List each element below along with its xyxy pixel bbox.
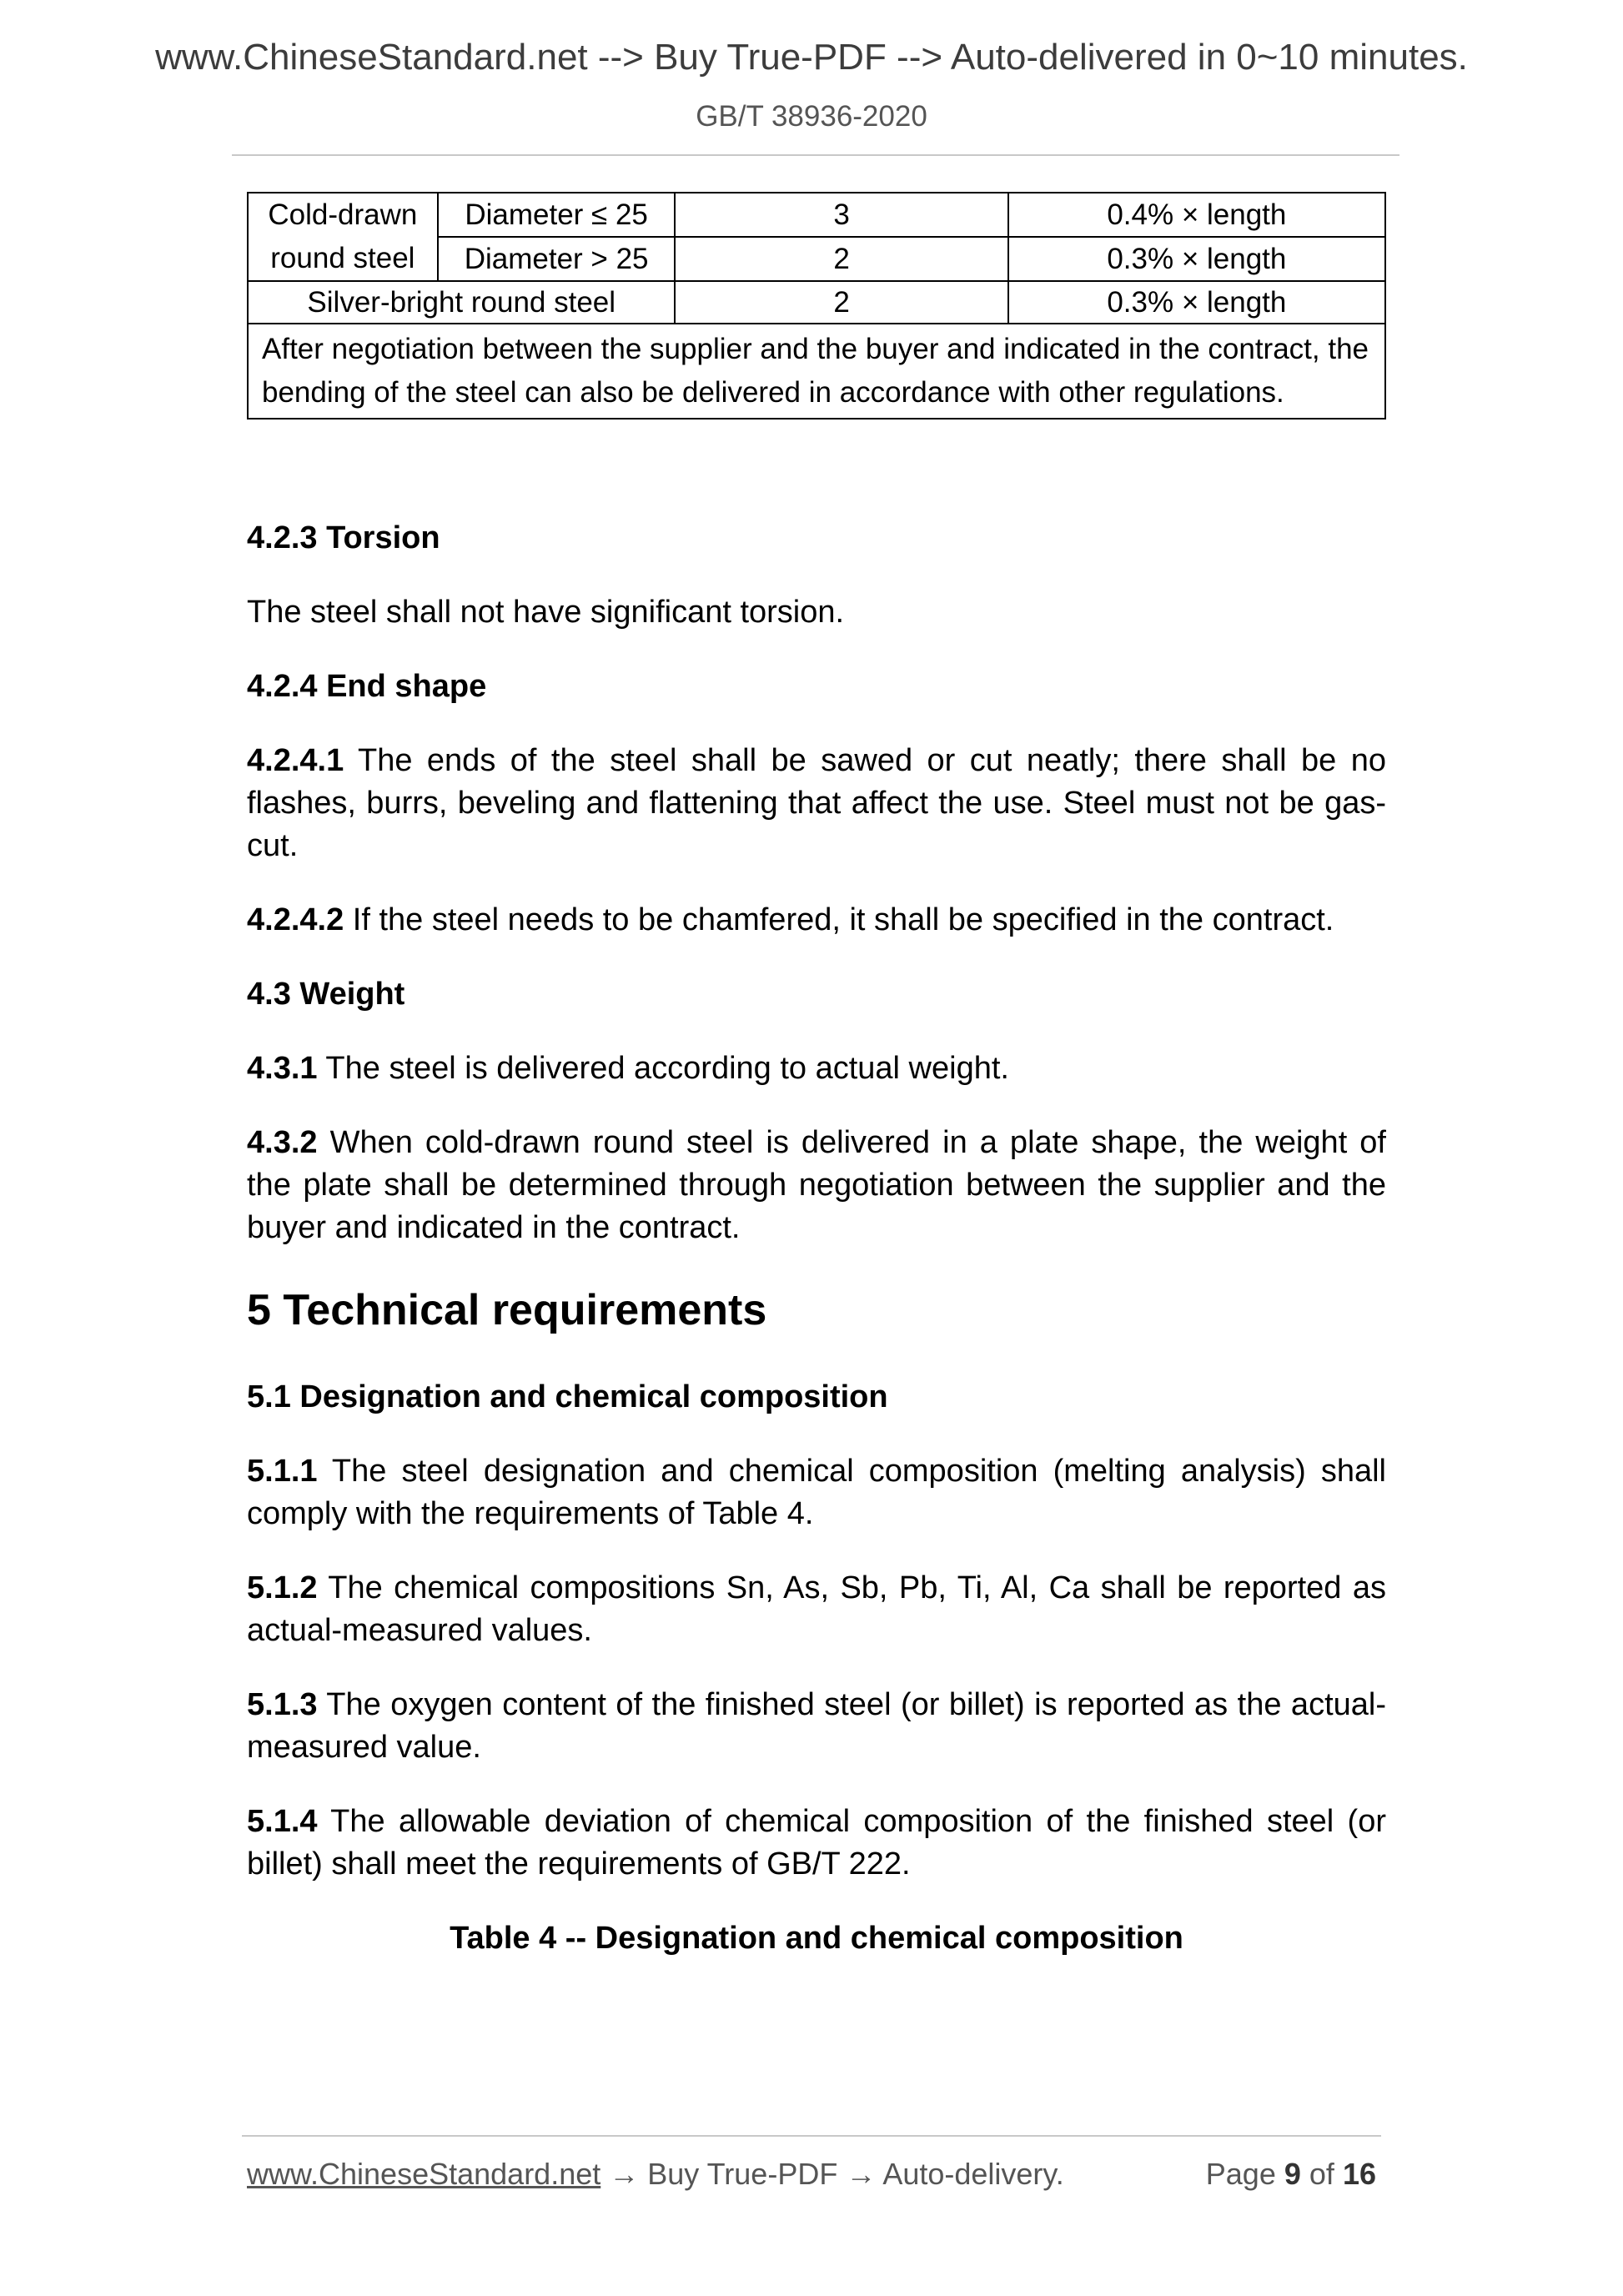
- clause-number: 5.1.1: [247, 1454, 318, 1489]
- heading-4-2-3: 4.2.3 Torsion: [247, 520, 440, 555]
- cold-drawn-label-line2: round steel: [270, 242, 415, 274]
- paragraph-5-1-3: [247, 1684, 1386, 1769]
- document-code: GB/T 38936-2020: [696, 100, 927, 133]
- of-label: of: [1309, 2157, 1334, 2191]
- clause-number: 4.3.2: [247, 1125, 318, 1160]
- paragraph-5-1-1: [247, 1450, 1386, 1535]
- page-label: Page: [1205, 2157, 1276, 2191]
- document-body: [247, 517, 1386, 1960]
- clause-number: 5.1.4: [247, 1804, 318, 1839]
- clause-number: 4.3.1: [247, 1051, 318, 1086]
- clause-text: The steel is delivered according to actual weight.: [317, 1051, 1009, 1086]
- total-cell: 0.4% × length: [1008, 193, 1385, 237]
- paragraph-4-2-4-1: [247, 740, 1386, 867]
- page-number: 9: [1284, 2157, 1301, 2191]
- clause-text: The allowable deviation of chemical composition of the finished steel (or billet) shall meet the requirements of GB/T 222.: [247, 1804, 1386, 1882]
- paragraph-4-3-2: [247, 1122, 1386, 1249]
- clause-text: The ends of the steel shall be sawed or cut neatly; there shall be no flashes, burrs, beveling and flattening that affect the use. Steel must not be gas-cut.: [247, 743, 1386, 863]
- footer-divider: [242, 2135, 1381, 2137]
- paragraph-5-1-4: [247, 1801, 1386, 1886]
- clause-text: When cold-drawn round steel is delivered in a plate shape, the weight of the plate shall be determined through negotiation between the supplier and the buyer and indicated in the contract.: [247, 1125, 1386, 1245]
- table-row: [248, 281, 1385, 324]
- top-banner[interactable]: www.ChineseStandard.net --> Buy True-PDF --> Auto-delivered in 0~10 minutes.: [155, 37, 1468, 78]
- cold-drawn-label-cell: [248, 193, 438, 281]
- condition-cell: Diameter ≤ 25: [438, 193, 676, 237]
- footer-tagline: → Buy True-PDF → Auto-delivery.: [600, 2157, 1064, 2191]
- table-note: After negotiation between the supplier and the buyer and indicated in the contract, the bending of the steel can also be delivered in accordance with other regulations.: [248, 324, 1385, 419]
- clause-text: The steel designation and chemical composition (melting analysis) shall comply with the requirements of Table 4.: [247, 1454, 1386, 1531]
- table-row: [248, 193, 1385, 237]
- clause-text: The chemical compositions Sn, As, Sb, Pb, Ti, Al, Ca shall be reported as actual-measured values.: [247, 1570, 1386, 1648]
- heading-4-2-4: 4.2.4 End shape: [247, 669, 487, 704]
- condition-cell: Diameter > 25: [438, 237, 676, 281]
- silver-bright-label-cell: Silver-bright round steel: [248, 281, 675, 324]
- total-cell: 0.3% × length: [1008, 281, 1385, 324]
- table-4-caption: Table 4 -- Designation and chemical composition: [450, 1921, 1183, 1956]
- page-indicator: [1206, 2157, 1376, 2192]
- paragraph-4-2-4-2: [247, 899, 1386, 942]
- heading-5: 5 Technical requirements: [247, 1286, 767, 1334]
- clause-number: 4.2.4.1: [247, 743, 344, 778]
- clause-text: The oxygen content of the finished steel (or billet) is reported as the actual-measured value.: [247, 1687, 1386, 1765]
- page-footer: [247, 2157, 1376, 2192]
- clause-number: 4.2.4.2: [247, 902, 344, 937]
- header-divider: [232, 154, 1399, 156]
- clause-text: If the steel needs to be chamfered, it shall be specified in the contract.: [344, 902, 1334, 937]
- total-cell: 0.3% × length: [1008, 237, 1385, 281]
- paragraph-5-1-2: [247, 1567, 1386, 1652]
- paragraph-4-2-3: The steel shall not have significant torsion.: [247, 595, 845, 630]
- paragraph-4-3-1: [247, 1048, 1386, 1090]
- bending-table: [247, 192, 1386, 420]
- heading-4-3: 4.3 Weight: [247, 977, 405, 1012]
- table-row: [248, 324, 1385, 419]
- page-total: 16: [1342, 2157, 1376, 2191]
- value-cell: 2: [675, 281, 1007, 324]
- value-cell: 3: [675, 193, 1007, 237]
- footer-site-link[interactable]: www.ChineseStandard.net: [247, 2157, 601, 2191]
- value-cell: 2: [675, 237, 1007, 281]
- cold-drawn-label-line1: Cold-drawn: [268, 198, 418, 231]
- clause-number: 5.1.3: [247, 1687, 318, 1722]
- heading-5-1: 5.1 Designation and chemical composition: [247, 1379, 888, 1414]
- clause-number: 5.1.2: [247, 1570, 318, 1605]
